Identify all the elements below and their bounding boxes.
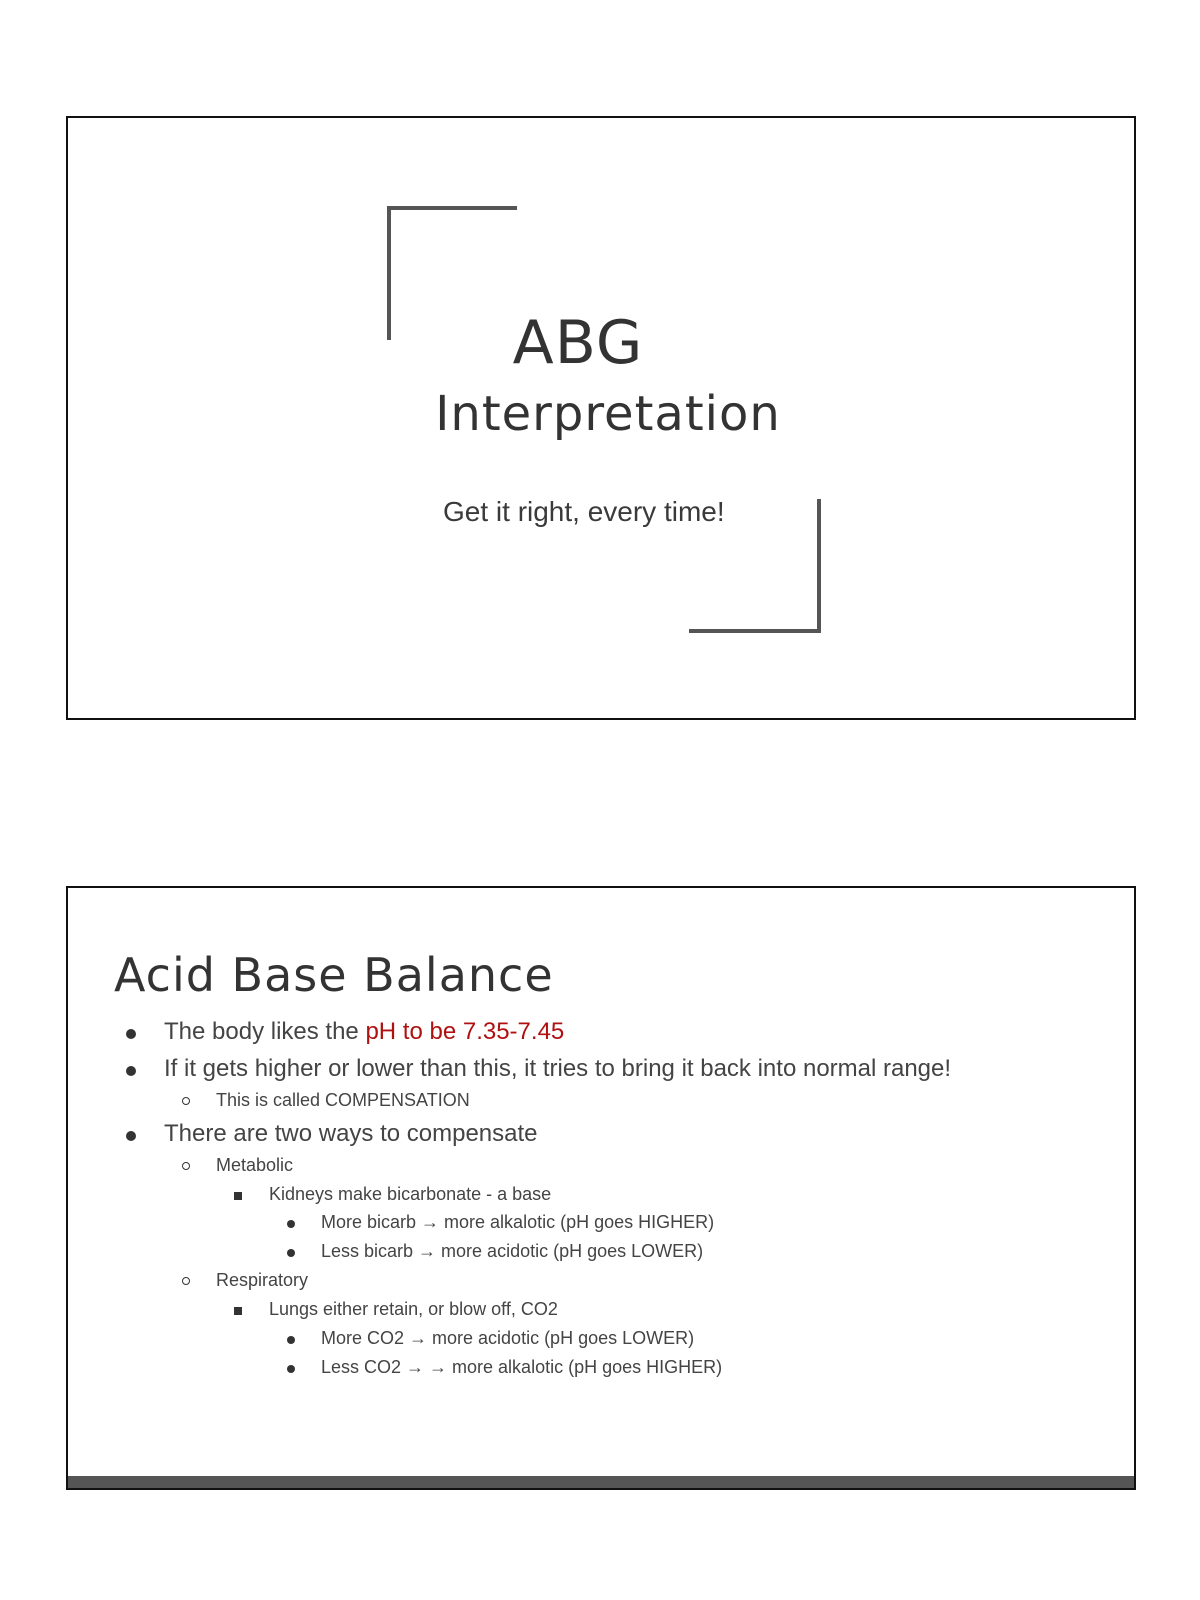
slide-title-line1: ABG — [512, 308, 644, 378]
list-item — [164, 1018, 564, 1046]
slide-title-line2: Interpretation — [435, 386, 781, 442]
square-bullet-icon — [234, 1307, 242, 1315]
list-item — [216, 1090, 470, 1111]
bullet-text: Lungs either retain, or blow off, CO2 — [269, 1299, 558, 1319]
bullet-text: This is called COMPENSATION — [216, 1090, 470, 1110]
slide-heading: Acid Base Balance — [114, 948, 554, 1002]
bullet-list — [68, 888, 1134, 1488]
list-item — [216, 1155, 293, 1176]
slide-subtitle: Get it right, every time! — [443, 496, 725, 527]
list-item — [216, 1270, 308, 1291]
bullet-text: More bicarb → more alkalotic (pH goes HIGHER) — [321, 1212, 715, 1232]
bullet-text: Respiratory — [216, 1270, 309, 1290]
list-item — [164, 1120, 538, 1148]
bullet-text: Less bicarb → more acidotic (pH goes LOWER) — [321, 1241, 704, 1261]
list-item — [321, 1212, 714, 1233]
highlighted-text: pH to be 7.35-7.45 — [365, 1018, 565, 1045]
bullet-text: If it gets higher or lower than this, it tries to bring it back into normal range! — [164, 1055, 952, 1082]
list-item — [269, 1299, 558, 1320]
list-item — [321, 1241, 703, 1262]
bullet-icon — [126, 1131, 136, 1141]
bullet-icon — [287, 1365, 295, 1373]
square-bullet-icon — [234, 1192, 242, 1200]
bullet-text: Less CO2 → → more alkalotic (pH goes HIGHER) — [321, 1357, 723, 1377]
bullet-text: There are two ways to compensate — [164, 1120, 538, 1147]
bullet-icon — [287, 1220, 295, 1228]
list-item — [269, 1184, 551, 1205]
hollow-bullet-icon — [182, 1277, 190, 1285]
bullet-text: More CO2 → more acidotic (pH goes LOWER) — [321, 1328, 695, 1348]
bullet-text: Metabolic — [216, 1155, 294, 1175]
slide-footer-bar — [68, 1476, 1134, 1488]
hollow-bullet-icon — [182, 1162, 190, 1170]
bullet-icon — [287, 1336, 295, 1344]
hollow-bullet-icon — [182, 1097, 190, 1105]
bullet-icon — [126, 1066, 136, 1076]
bullet-text: Kidneys make bicarbonate - a base — [269, 1184, 552, 1204]
bullet-text: The body likes the — [164, 1018, 366, 1045]
bullet-icon — [287, 1249, 295, 1257]
content-slide — [66, 886, 1136, 1490]
list-item — [321, 1357, 722, 1378]
list-item — [321, 1328, 694, 1349]
bullet-icon — [126, 1029, 136, 1039]
list-item — [164, 1055, 951, 1083]
title-slide — [66, 116, 1136, 720]
